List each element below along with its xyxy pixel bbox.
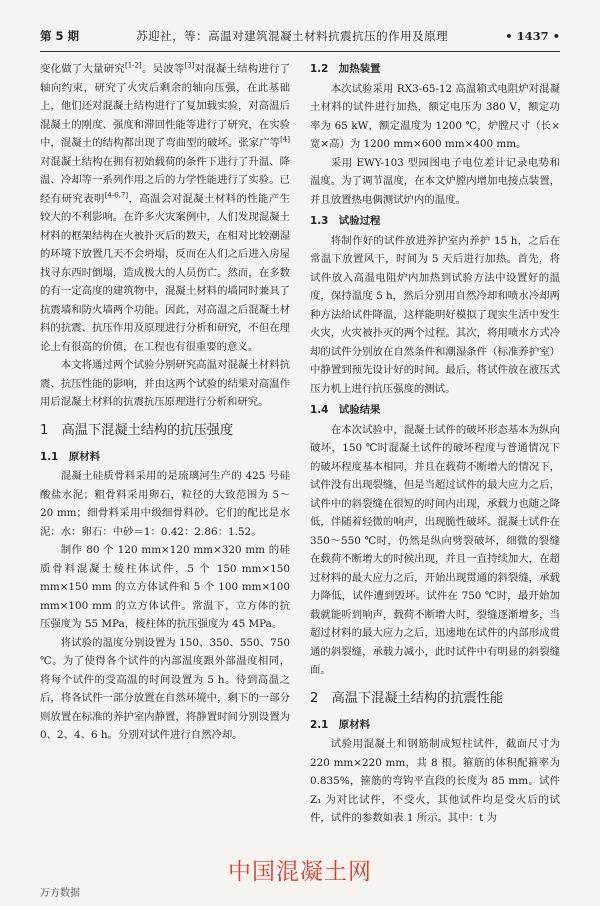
section-heading: 1 高温下混凝土结构的抗压强度 [40,422,234,438]
body-paragraph: 本次试验采用 RX3-65-12 高温箱式电阻炉对混凝土材料的试件进行加热，额定电压为 380 V，额定功率为 65 kW，额定温度为 1200 ℃，炉膛尺寸（长×宽×高）为 1200 mm×600 mm×400 mm。 [310,82,560,150]
subsection-heading: 2.1 原材料 [310,718,370,731]
body-paragraph: 将制作好的试件放进养护室内养护 15 h，之后在常温下放置风干，时间为 5 天后进行加热。首先，将试件放入高温电阻炉内加热到试验方法中设置好的温度，保持温度 5 h，然后分别用自然冷却和喷水冷却两种方法给试件降温，这样能明好模拟了现实生活中发生火灾，火灾被扑灭的两个过程。其次，将用喷水方式冷却的试件分别放在自然条件和潮湿条件（标准养护室）中静置到预先设计好的时间。最后，将试件放在液压式压力机上进行抗压强度的测试。 [310,234,560,395]
body-paragraph: 制作 80 个 120 mm×120 mm×320 mm 的硅质骨料混凝土棱柱体试件，5 个 150 mm×150 mm×150 mm 的立方体试件和 5 个 100 mm×100 mm×100 mm 的立方体试件。常温下，立方体的抗压强度为 55 MPa，棱柱体的抗压强度为 45 MPa。 [40,544,290,630]
page-number: • 1437 • [505,29,560,43]
body-paragraph: 在本次试验中，混凝土试件的破坏形态基本为纵向破坏，150 ℃时混凝土试件的破坏程度与普通情况下的破坏程度基本相同，并且在载荷不断增大的情况下，试件没有出现裂缝，但是当超过试件的最大应力之后，试件中的斜裂缝在很短的时间内出现，承载力也随之降低，伴随着轻微的响声，出现脆性破坏。混凝土试件在 350～550 ℃时，仍然是纵向劈裂破坏，细微的裂缝在载荷不断增大的时候出现，并且一直持续加大，在超过材料的最大应力之后，开始出现贯通的斜裂缝，承载力降低，试件遭到毁坏。试件在 750 ℃时，最开始加载就能听到响声，载荷不断增大时，裂缝逐渐增多，当超过材料的最大应力之后，迅速地在试件的内部形成贯通的斜裂缝，承载力减小，此时试件中有明显的斜裂缝面。 [310,423,560,676]
issue-number: 第 5 期 [40,29,80,43]
body-paragraph: 试验用混凝土和钢筋制成短柱试件，截面尺寸为 220 mm×220 mm，共 8 根。箍筋的体积配箍率为 0.835%，箍筋的弯钩平直段的长度为 85 mm。试件 Z₁ 为对比试件，不受火，其他试件均是受火后的试件，试件的参数如表 1 所示。其中：t 为 [310,738,560,824]
subsection-heading: 1.2 加热装置 [310,63,381,75]
body-paragraph: 混凝土硅质骨料采用的是琉璃河生产的 425 号硅酸盐水泥；粗骨料采用卵石，粒径的大致范围为 5～20 mm；细骨料采用中级细骨料砂。它们的配比是水泥：水：卵石：中砂＝1：0.42：2.86：1.52。 [40,470,290,538]
left-column [40,60,290,745]
footer-source: 万方数据 [40,888,80,899]
body-paragraph: 采用 EWY-103 型园图电子电位差计记录电势和温度。为了调节温度，在本文炉膛内增加电接点装置，并且放置热电偶测试炉内的温度。 [310,156,560,206]
subsection-heading: 1.3 试验过程 [310,215,381,227]
running-title: 苏迎社，等：高温对建筑混凝土材料抗震抗压的作用及原理 [136,29,449,43]
body-paragraph: 将试验的温度分别设置为 150、350、550、750 ℃。为了使得各个试件的内部温度跟外部温度相同，将每个试件的受高温的时间设置为 5 h。待到高温之后，将各试件一部分放置在自然环境中，剩下的一部分则放置在标准的养护室内静置，将静置时间分别设置为 0、2、4、6 h。分别对试件进行自然冷却。 [40,636,290,741]
header-rule [40,51,560,52]
subsection-heading: 1.4 试验结果 [310,404,381,416]
watermark-text: 中国混凝土网 [228,859,372,885]
intro-paragraph: 本文将通过两个试验分别研究高温对混凝土材料抗震、抗压性能的影响，并由这两个试验的结果对高温作用后混凝土材料的抗震抗压原理进行分析和研究。 [40,359,290,408]
page-header [40,22,560,50]
right-column [310,60,560,828]
section-heading: 2 高温下混凝土结构的抗震性能 [310,690,504,706]
subsection-heading: 1.1 原材料 [40,450,100,463]
intro-paragraph: 变化做了大量研究[1-2]。吴波等[3]对混凝土结构进行了轴向约束，研究了火灾后剩余的轴向压强，在此基础上，他们还对混凝土结构进行了复加载实验，对高温后混凝土的刚度、强度和滞回性能等进行了研究，在实验中，混凝土的结构都出现了弯曲型的破坏。张家广等[4]对混凝土结构在拥有初始载荷的条件下进行了升温、降温、冷却等一系列作用之后的力学性能进行了实验。已经有研究表明[4-6,7]，高温会对混凝土材料的性能产生较大的不利影响。在许多火灾案例中，人们发现混凝土材料的框架结构在火被扑灭后的数天，在相对比较潮湿的环境下放置几天不会坍塌，反而在人们之后进入房屋找寻东西时倒塌，造成极大的人员伤亡。然而，在多数的有一定高度的建筑物中，混凝土材料的墙同时兼具了抗震墙和防火墙两个功能。因此，对高温之后混凝土材料的抗震、抗压作用及原理进行分析和研究，不但在理论上有很高的价值，在工程也有很重要的意义。 [40,61,291,353]
